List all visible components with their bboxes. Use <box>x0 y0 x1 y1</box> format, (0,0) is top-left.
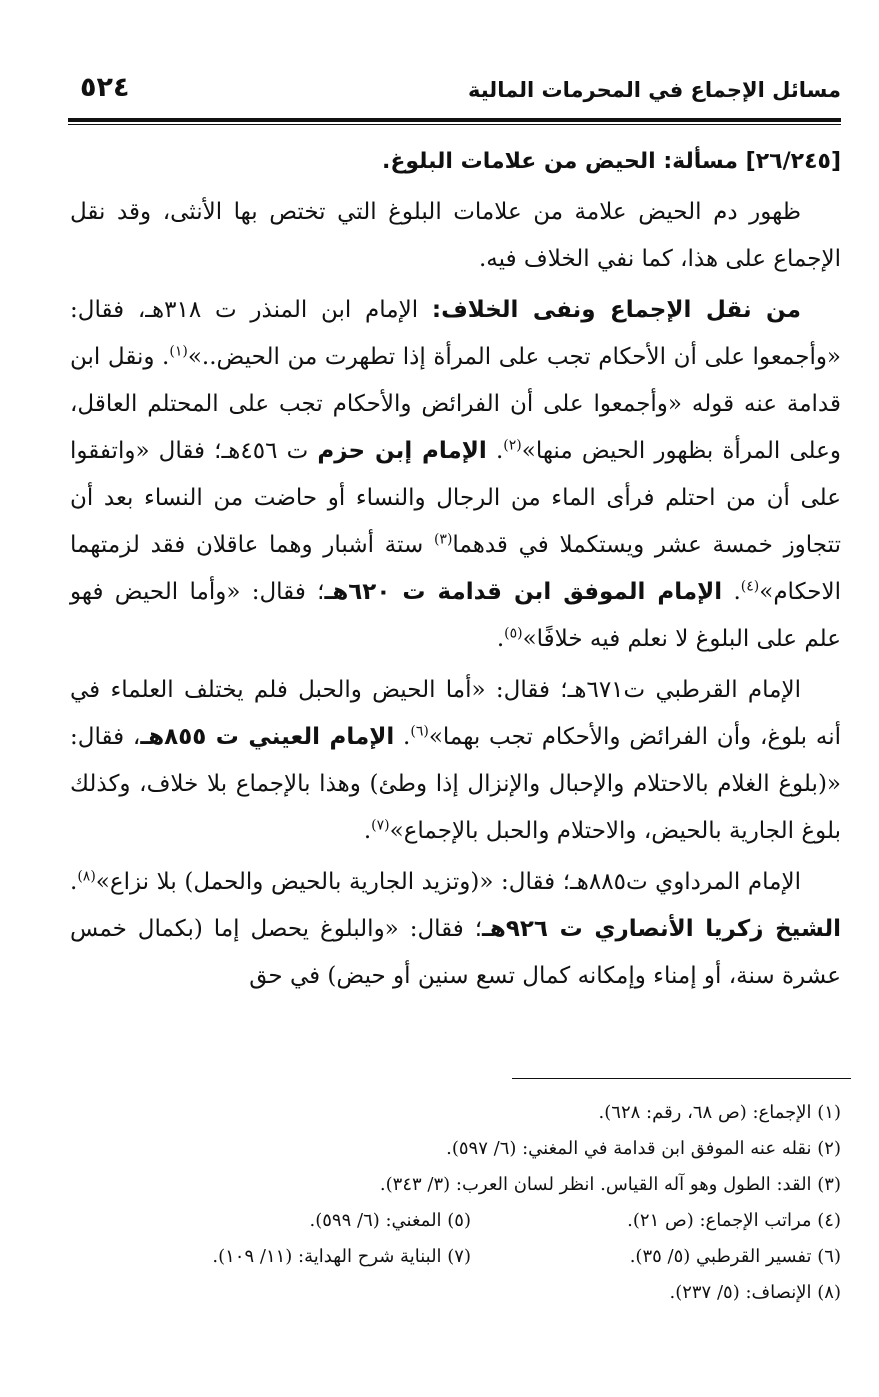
paragraph-text: . ونقل ابن قدامة عنه قوله «وأجمعوا على أن الفرائض والأحكام تجب على المحتلم العاقل، وعلى المرأة بظهور الحيض منها» <box>70 344 841 464</box>
paragraph-text: ؛ فقال: «وأما الحيض فهو علم على البلوغ لا نعلم فيه خلافًا» <box>70 579 841 652</box>
paragraph-consensus <box>70 287 841 663</box>
paragraph-text: . <box>486 438 504 464</box>
footnote-ref[interactable]: (٢) <box>503 437 522 454</box>
scholar-name: الإمام الموفق ابن قدامة ت ٦٢٠هـ <box>324 579 723 605</box>
paragraph-text: الإمام القرطبي ت٦٧١هـ؛ فقال: «أما الحيض والحبل فلم يختلف العلماء في أنه بلوغ، وأن الفرائض والأحكام تجب بهما» <box>70 677 841 750</box>
footnote-8: (٨) الإنصاف: (٥/ ٢٣٧). <box>669 1282 841 1303</box>
paragraph-text: ت ٤٥٦هـ؛ فقال «واتفقوا على أن من احتلم فرأى الماء من الرجال والنساء أو حاضت من النساء بعد أن تتجاوز خمسة عشر ويستكملا في قدهما <box>70 438 841 558</box>
scholar-name: الإمام العيني ت ٨٥٥هـ <box>140 724 395 750</box>
running-title: مسائل الإجماع في المحرمات المالية <box>468 78 841 102</box>
paragraph-text: ستة أشبار وهما عاقلان فقد لزمتهما الاحكام» <box>70 532 841 605</box>
paragraph-text: ظهور دم الحيض علامة من علامات البلوغ التي تختص بها الأنثى، وقد نقل الإجماع على هذا، كما نفي الخلاف فيه. <box>70 199 841 272</box>
paragraph-text: . <box>363 818 372 844</box>
footnote-ref[interactable]: (٥) <box>504 625 523 642</box>
footnote-3: (٣) القد: الطول وهو آله القياس. انظر لسان العرب: (٣/ ٣٤٣). <box>379 1174 841 1195</box>
paragraph-text: . <box>394 724 411 750</box>
footnote-ref[interactable]: (٤) <box>740 578 760 595</box>
paragraph-text: الإمام ابن المنذر ت ٣١٨هـ، فقال: «وأجمعوا على أن الأحكام تجب على المرأة إذا تطهرت من الحيض..» <box>70 297 842 370</box>
footnote-ref[interactable]: (٨) <box>77 868 96 885</box>
paragraph-text: ، فقال: «(بلوغ الغلام بالاحتلام والإحبال والإنزال إذا وطئ) وهذا بالإجماع بلا خلاف، وكذلك بلوغ الجارية بالحيض، والاحتلام والحبل بالإجماع» <box>70 724 841 844</box>
footnote-ref[interactable]: (١) <box>169 343 188 360</box>
footnote-row <box>70 1239 841 1275</box>
page-number: ٥٢٤ <box>80 72 130 103</box>
paragraph-text: . <box>722 579 741 605</box>
paragraph-text: ؛ فقال: «والبلوغ يحصل إما (بكمال خمس عشرة سنة، أو إمناء وإمكانه كمال تسع سنين أو حيض) في حق <box>70 916 841 989</box>
paragraph-intro <box>70 189 841 283</box>
page-header <box>68 72 841 112</box>
paragraph-text: . <box>496 626 505 652</box>
footnote-1: (١) الإجماع: (ص ٦٨، رقم: ٦٢٨). <box>598 1102 841 1123</box>
footnote-ref[interactable]: (٦) <box>410 723 429 740</box>
issue-title: [٢٦/٢٤٥] مسألة: الحيض من علامات البلوغ. <box>381 149 841 174</box>
paragraph-text: الإمام المرداوي ت٨٨٥هـ؛ فقال: «(وتزيد الجارية بالحيض والحمل) بلا نزاع» <box>95 869 801 895</box>
paragraph-qurtubi <box>70 667 841 855</box>
footnotes <box>70 1095 841 1311</box>
footnote-6: (٦) تفسير القرطبي (٥/ ٣٥). <box>629 1246 841 1267</box>
paragraph-mardawi <box>70 859 841 1000</box>
paragraph-text: . <box>70 869 78 895</box>
footnote-5: (٥) المغني: (٦/ ٥٩٩). <box>309 1210 471 1231</box>
footnote-ref[interactable]: (٣) <box>433 531 453 548</box>
header-rule <box>68 118 841 125</box>
footnote-separator <box>512 1078 851 1079</box>
section-lead: من نقل الإجماع ونفى الخلاف: <box>431 297 801 323</box>
footnote-2: (٢) نقله عنه الموفق ابن قدامة في المغني: (٦/ ٥٩٧). <box>446 1138 841 1159</box>
footnote-row <box>70 1203 841 1239</box>
footnote-4: (٤) مراتب الإجماع: (ص ٢١). <box>627 1210 841 1231</box>
scholar-name: الإمام إبن حزم <box>317 438 487 464</box>
issue-heading <box>70 138 841 185</box>
scholar-name: الشيخ زكريا الأنصاري ت ٩٢٦هـ <box>482 916 841 942</box>
main-text <box>70 138 841 1004</box>
footnote-ref[interactable]: (٧) <box>371 817 390 834</box>
footnote-7: (٧) البناية شرح الهداية: (١١/ ١٠٩). <box>212 1246 471 1267</box>
